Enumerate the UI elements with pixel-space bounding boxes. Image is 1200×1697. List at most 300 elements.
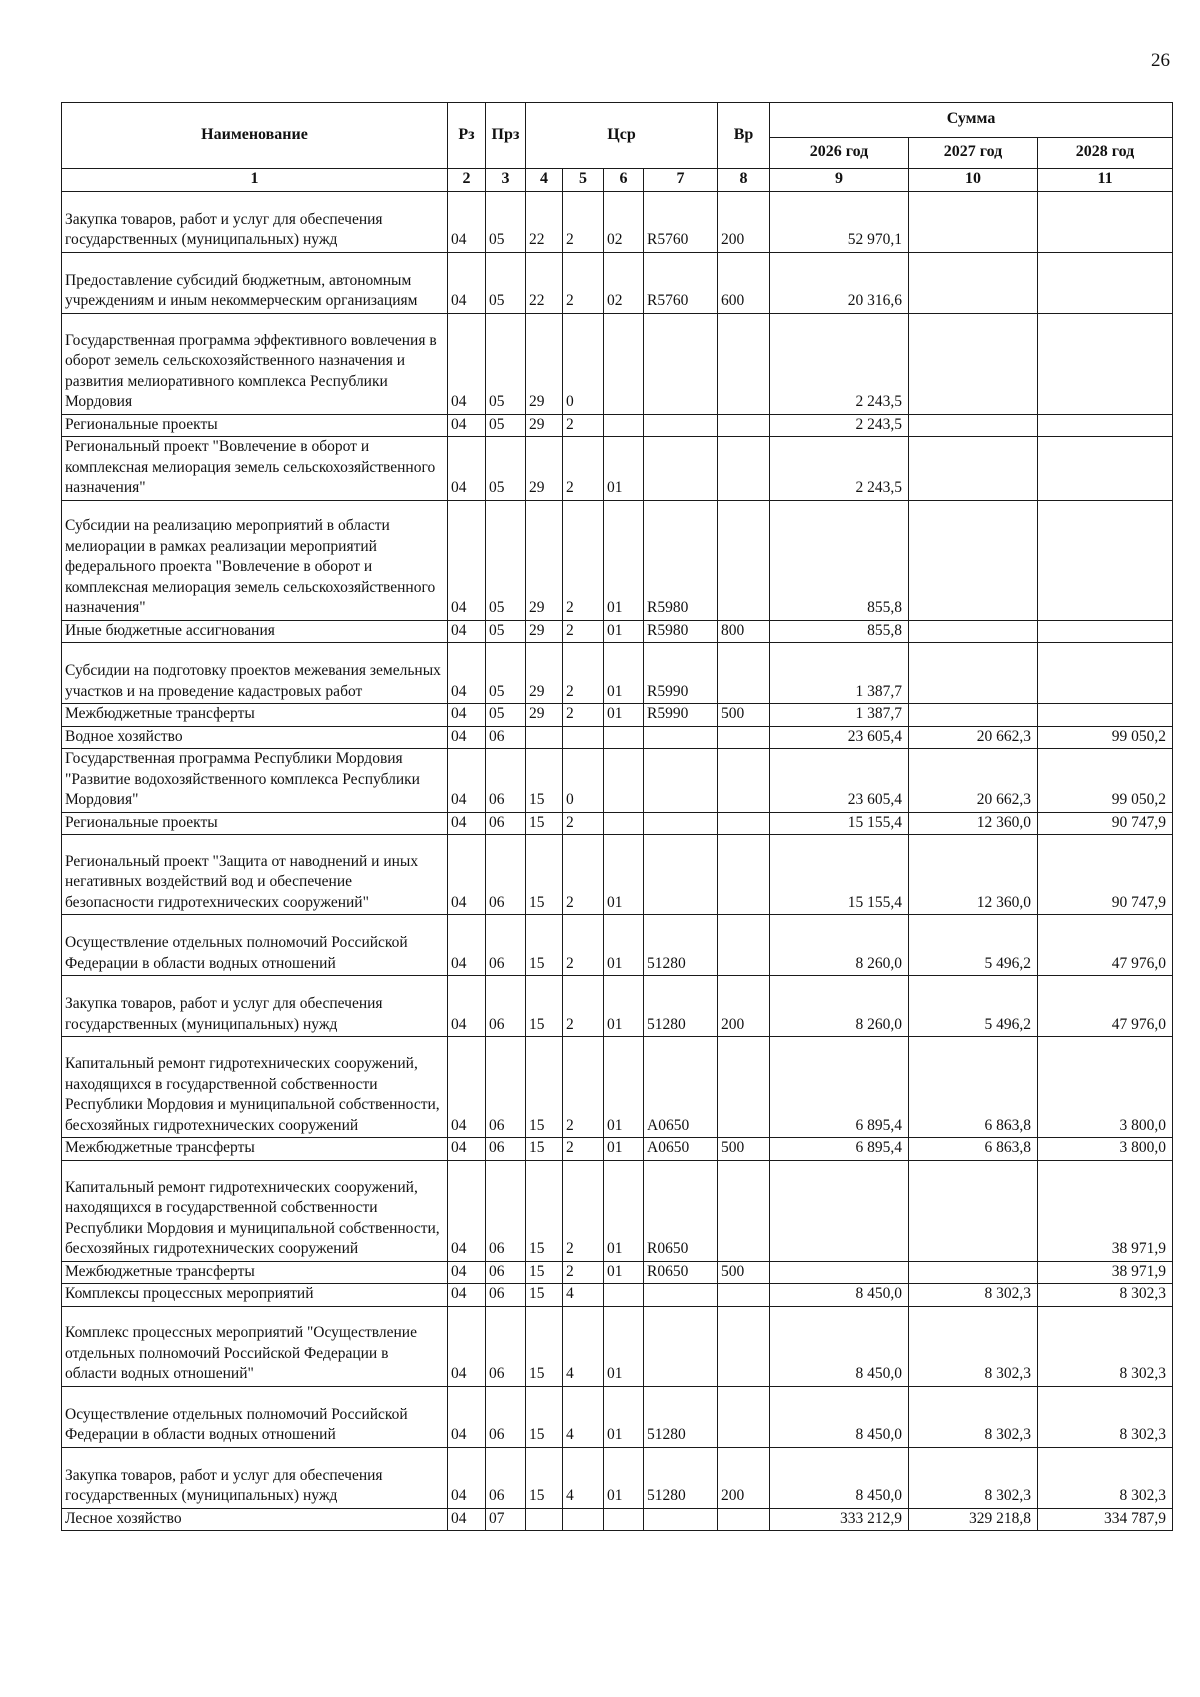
row-csr-direction: А0650 <box>644 1037 718 1138</box>
row-prz: 06 <box>486 835 526 915</box>
table-row <box>62 1138 1173 1161</box>
row-csr-type: 0 <box>563 749 604 813</box>
table-row <box>62 1160 1173 1261</box>
row-amount-2027 <box>909 414 1038 437</box>
row-rz: 04 <box>448 1447 486 1508</box>
row-amount-2027: 8 302,3 <box>909 1447 1038 1508</box>
row-csr-project: 01 <box>604 704 644 727</box>
row-csr-type: 2 <box>563 915 604 976</box>
table-body <box>62 191 1173 1531</box>
row-csr-direction <box>644 313 718 414</box>
row-rz: 04 <box>448 1508 486 1531</box>
row-csr-project: 01 <box>604 1037 644 1138</box>
table-row <box>62 1306 1173 1386</box>
row-amount-2026: 333 212,9 <box>770 1508 909 1531</box>
row-csr-type: 2 <box>563 500 604 620</box>
col-number: 1 <box>62 169 448 192</box>
row-amount-2028: 334 787,9 <box>1038 1508 1173 1531</box>
row-csr-type: 2 <box>563 620 604 643</box>
row-csr-program: 15 <box>526 1284 563 1307</box>
row-amount-2028: 3 800,0 <box>1038 1138 1173 1161</box>
row-vr <box>718 726 770 749</box>
row-amount-2026: 20 316,6 <box>770 252 909 313</box>
row-csr-direction <box>644 437 718 501</box>
row-prz: 06 <box>486 1160 526 1261</box>
row-amount-2026: 855,8 <box>770 500 909 620</box>
row-vr <box>718 437 770 501</box>
row-csr-project: 01 <box>604 1386 644 1447</box>
table-row <box>62 976 1173 1037</box>
row-csr-program: 15 <box>526 1160 563 1261</box>
table-row <box>62 704 1173 727</box>
row-csr-direction: R5980 <box>644 500 718 620</box>
row-rz: 04 <box>448 749 486 813</box>
row-amount-2028 <box>1038 437 1173 501</box>
row-csr-program: 15 <box>526 1386 563 1447</box>
col-number: 4 <box>526 169 563 192</box>
row-csr-type: 4 <box>563 1306 604 1386</box>
row-amount-2028: 90 747,9 <box>1038 812 1173 835</box>
row-csr-project: 01 <box>604 976 644 1037</box>
row-amount-2028: 8 302,3 <box>1038 1386 1173 1447</box>
row-amount-2026: 8 260,0 <box>770 976 909 1037</box>
row-amount-2027: 5 496,2 <box>909 915 1038 976</box>
row-prz: 07 <box>486 1508 526 1531</box>
row-vr <box>718 749 770 813</box>
table-row <box>62 313 1173 414</box>
row-csr-project <box>604 812 644 835</box>
row-vr <box>718 313 770 414</box>
row-csr-project: 01 <box>604 835 644 915</box>
row-name: Государственная программа Республики Мордовия "Развитие водохозяйственного комплекса Республики Мордовия" <box>62 749 448 813</box>
row-csr-type: 2 <box>563 252 604 313</box>
table-row <box>62 500 1173 620</box>
budget-table <box>61 102 1173 1531</box>
row-prz: 06 <box>486 1306 526 1386</box>
row-amount-2027 <box>909 1160 1038 1261</box>
row-amount-2026 <box>770 1160 909 1261</box>
table-row <box>62 1508 1173 1531</box>
row-amount-2028 <box>1038 500 1173 620</box>
page-number: 26 <box>1151 50 1170 71</box>
row-amount-2026: 855,8 <box>770 620 909 643</box>
row-amount-2028: 99 050,2 <box>1038 726 1173 749</box>
row-vr <box>718 643 770 704</box>
row-csr-type: 4 <box>563 1447 604 1508</box>
row-csr-type: 2 <box>563 1160 604 1261</box>
row-csr-program: 29 <box>526 500 563 620</box>
col-number: 7 <box>644 169 718 192</box>
row-name: Региональные проекты <box>62 414 448 437</box>
row-vr <box>718 1160 770 1261</box>
row-name: Комплекс процессных мероприятий "Осуществление отдельных полномочий Российской Федерации в области водных отношений" <box>62 1306 448 1386</box>
row-prz: 05 <box>486 620 526 643</box>
row-csr-type: 2 <box>563 437 604 501</box>
header-sum: Сумма <box>770 103 1173 138</box>
row-name: Лесное хозяйство <box>62 1508 448 1531</box>
row-amount-2026: 15 155,4 <box>770 835 909 915</box>
row-amount-2028: 47 976,0 <box>1038 976 1173 1037</box>
header-csr: Цср <box>526 103 718 169</box>
header-year-2026: 2026 год <box>770 138 909 169</box>
header-name: Наименование <box>62 103 448 169</box>
row-csr-program: 29 <box>526 704 563 727</box>
row-csr-type: 4 <box>563 1386 604 1447</box>
row-csr-type: 0 <box>563 313 604 414</box>
row-prz: 06 <box>486 1138 526 1161</box>
row-csr-project <box>604 726 644 749</box>
header-year-2028: 2028 год <box>1038 138 1173 169</box>
row-vr <box>718 1037 770 1138</box>
row-vr <box>718 835 770 915</box>
row-csr-type: 2 <box>563 835 604 915</box>
row-csr-program: 15 <box>526 915 563 976</box>
table-row <box>62 749 1173 813</box>
row-csr-direction <box>644 1306 718 1386</box>
row-amount-2026: 52 970,1 <box>770 191 909 252</box>
table-row <box>62 191 1173 252</box>
row-rz: 04 <box>448 643 486 704</box>
row-amount-2027: 5 496,2 <box>909 976 1038 1037</box>
row-prz: 05 <box>486 500 526 620</box>
row-vr <box>718 915 770 976</box>
row-csr-program <box>526 1508 563 1531</box>
row-csr-type: 4 <box>563 1284 604 1307</box>
table-row <box>62 1261 1173 1284</box>
col-number: 2 <box>448 169 486 192</box>
row-csr-project <box>604 749 644 813</box>
row-amount-2027: 12 360,0 <box>909 835 1038 915</box>
row-name: Региональный проект "Защита от наводнений и иных негативных воздействий вод и обеспечение безопасности гидротехнических сооружений" <box>62 835 448 915</box>
row-amount-2028: 3 800,0 <box>1038 1037 1173 1138</box>
row-amount-2027: 20 662,3 <box>909 749 1038 813</box>
row-csr-project <box>604 414 644 437</box>
row-name: Капитальный ремонт гидротехнических сооружений, находящихся в государственной собственности Республики Мордовия и муниципальной собственности, бесхозяйных гидротехнических сооружений <box>62 1037 448 1138</box>
row-amount-2028 <box>1038 191 1173 252</box>
row-csr-project <box>604 313 644 414</box>
row-name: Межбюджетные трансферты <box>62 704 448 727</box>
row-rz: 04 <box>448 1284 486 1307</box>
row-csr-direction <box>644 835 718 915</box>
row-amount-2028 <box>1038 313 1173 414</box>
row-amount-2027: 329 218,8 <box>909 1508 1038 1531</box>
row-vr: 200 <box>718 1447 770 1508</box>
col-number: 10 <box>909 169 1038 192</box>
row-csr-direction <box>644 1284 718 1307</box>
table-row <box>62 643 1173 704</box>
row-csr-direction: R5990 <box>644 704 718 727</box>
row-name: Закупка товаров, работ и услуг для обеспечения государственных (муниципальных) нужд <box>62 976 448 1037</box>
row-vr: 600 <box>718 252 770 313</box>
table-row <box>62 252 1173 313</box>
row-amount-2028: 99 050,2 <box>1038 749 1173 813</box>
row-name: Водное хозяйство <box>62 726 448 749</box>
row-amount-2027 <box>909 620 1038 643</box>
row-rz: 04 <box>448 1160 486 1261</box>
row-rz: 04 <box>448 915 486 976</box>
row-csr-project <box>604 1508 644 1531</box>
row-rz: 04 <box>448 252 486 313</box>
row-csr-program <box>526 726 563 749</box>
row-amount-2027 <box>909 643 1038 704</box>
row-amount-2028: 8 302,3 <box>1038 1284 1173 1307</box>
row-prz: 05 <box>486 313 526 414</box>
table-row <box>62 812 1173 835</box>
row-vr <box>718 1306 770 1386</box>
row-csr-direction <box>644 749 718 813</box>
row-csr-direction: R5990 <box>644 643 718 704</box>
row-amount-2026: 23 605,4 <box>770 726 909 749</box>
row-amount-2028 <box>1038 704 1173 727</box>
row-rz: 04 <box>448 1138 486 1161</box>
row-csr-direction: R0650 <box>644 1261 718 1284</box>
row-name: Межбюджетные трансферты <box>62 1261 448 1284</box>
row-csr-program: 15 <box>526 812 563 835</box>
row-amount-2026: 6 895,4 <box>770 1138 909 1161</box>
row-csr-program: 15 <box>526 1261 563 1284</box>
row-amount-2027 <box>909 252 1038 313</box>
row-prz: 06 <box>486 976 526 1037</box>
row-csr-project: 01 <box>604 643 644 704</box>
row-amount-2026: 15 155,4 <box>770 812 909 835</box>
row-csr-direction: R0650 <box>644 1160 718 1261</box>
row-vr: 200 <box>718 191 770 252</box>
row-vr: 500 <box>718 704 770 727</box>
table-row <box>62 835 1173 915</box>
row-amount-2027: 12 360,0 <box>909 812 1038 835</box>
row-rz: 04 <box>448 500 486 620</box>
row-amount-2026: 8 450,0 <box>770 1447 909 1508</box>
row-name: Комплексы процессных мероприятий <box>62 1284 448 1307</box>
row-amount-2026: 23 605,4 <box>770 749 909 813</box>
row-prz: 05 <box>486 414 526 437</box>
row-amount-2026: 1 387,7 <box>770 704 909 727</box>
row-csr-direction: R5760 <box>644 252 718 313</box>
row-rz: 04 <box>448 835 486 915</box>
row-csr-program: 15 <box>526 1138 563 1161</box>
row-csr-direction: 51280 <box>644 976 718 1037</box>
row-name: Субсидии на реализацию мероприятий в области мелиорации в рамках реализации мероприятий федерального проекта "Вовлечение в оборот и комплексная мелиорация земель сельскохозяйственного назначения" <box>62 500 448 620</box>
row-amount-2028 <box>1038 620 1173 643</box>
table-row <box>62 1447 1173 1508</box>
col-number: 11 <box>1038 169 1173 192</box>
row-csr-program: 22 <box>526 252 563 313</box>
row-rz: 04 <box>448 191 486 252</box>
row-amount-2028 <box>1038 252 1173 313</box>
row-vr <box>718 812 770 835</box>
row-csr-type: 2 <box>563 1037 604 1138</box>
row-csr-project: 01 <box>604 437 644 501</box>
row-amount-2028: 8 302,3 <box>1038 1447 1173 1508</box>
row-amount-2027: 6 863,8 <box>909 1037 1038 1138</box>
col-number: 6 <box>604 169 644 192</box>
row-amount-2028 <box>1038 643 1173 704</box>
row-vr: 500 <box>718 1138 770 1161</box>
row-rz: 04 <box>448 1386 486 1447</box>
row-prz: 05 <box>486 191 526 252</box>
row-amount-2027 <box>909 704 1038 727</box>
row-csr-project: 01 <box>604 1447 644 1508</box>
row-csr-project: 01 <box>604 500 644 620</box>
row-csr-project: 01 <box>604 1160 644 1261</box>
row-rz: 04 <box>448 313 486 414</box>
table-row <box>62 915 1173 976</box>
row-amount-2027 <box>909 500 1038 620</box>
row-csr-project: 01 <box>604 1306 644 1386</box>
row-amount-2028: 47 976,0 <box>1038 915 1173 976</box>
col-number: 9 <box>770 169 909 192</box>
row-rz: 04 <box>448 414 486 437</box>
table-row <box>62 620 1173 643</box>
row-csr-project: 01 <box>604 1138 644 1161</box>
row-csr-type: 2 <box>563 1138 604 1161</box>
row-amount-2026: 2 243,5 <box>770 414 909 437</box>
row-prz: 06 <box>486 726 526 749</box>
row-amount-2028: 38 971,9 <box>1038 1261 1173 1284</box>
row-prz: 06 <box>486 1037 526 1138</box>
row-rz: 04 <box>448 1037 486 1138</box>
row-csr-project: 02 <box>604 191 644 252</box>
row-csr-type <box>563 726 604 749</box>
row-rz: 04 <box>448 704 486 727</box>
row-csr-project: 02 <box>604 252 644 313</box>
row-amount-2027: 20 662,3 <box>909 726 1038 749</box>
row-csr-direction <box>644 414 718 437</box>
row-rz: 04 <box>448 437 486 501</box>
row-prz: 06 <box>486 749 526 813</box>
row-csr-direction <box>644 1508 718 1531</box>
row-csr-program: 29 <box>526 620 563 643</box>
row-rz: 04 <box>448 812 486 835</box>
row-name: Межбюджетные трансферты <box>62 1138 448 1161</box>
row-csr-program: 29 <box>526 437 563 501</box>
row-vr <box>718 414 770 437</box>
row-csr-project <box>604 1284 644 1307</box>
row-prz: 06 <box>486 812 526 835</box>
col-number: 3 <box>486 169 526 192</box>
row-name: Закупка товаров, работ и услуг для обеспечения государственных (муниципальных) нужд <box>62 191 448 252</box>
row-csr-direction: 51280 <box>644 1386 718 1447</box>
row-csr-type: 2 <box>563 414 604 437</box>
row-name: Субсидии на подготовку проектов межевания земельных участков и на проведение кадастровых работ <box>62 643 448 704</box>
row-prz: 05 <box>486 437 526 501</box>
table-row <box>62 1386 1173 1447</box>
table-row <box>62 437 1173 501</box>
row-vr: 200 <box>718 976 770 1037</box>
row-amount-2027 <box>909 191 1038 252</box>
row-csr-program: 22 <box>526 191 563 252</box>
row-csr-type: 2 <box>563 812 604 835</box>
row-csr-program: 29 <box>526 313 563 414</box>
row-amount-2026: 6 895,4 <box>770 1037 909 1138</box>
row-amount-2027: 8 302,3 <box>909 1386 1038 1447</box>
row-amount-2027: 6 863,8 <box>909 1138 1038 1161</box>
row-name: Региональные проекты <box>62 812 448 835</box>
row-csr-direction: 51280 <box>644 1447 718 1508</box>
row-csr-type: 2 <box>563 191 604 252</box>
row-amount-2026: 8 450,0 <box>770 1306 909 1386</box>
row-vr <box>718 1386 770 1447</box>
row-amount-2027 <box>909 1261 1038 1284</box>
row-rz: 04 <box>448 726 486 749</box>
row-vr <box>718 500 770 620</box>
table-row <box>62 1037 1173 1138</box>
row-prz: 05 <box>486 643 526 704</box>
row-prz: 06 <box>486 1261 526 1284</box>
row-name: Государственная программа эффективного вовлечения в оборот земель сельскохозяйственного назначения и развития мелиоративного комплекса Республики Мордовия <box>62 313 448 414</box>
row-csr-type: 2 <box>563 643 604 704</box>
row-csr-program: 15 <box>526 1447 563 1508</box>
row-csr-program: 15 <box>526 1306 563 1386</box>
row-csr-direction: R5980 <box>644 620 718 643</box>
row-csr-program: 15 <box>526 976 563 1037</box>
row-csr-program: 15 <box>526 835 563 915</box>
row-prz: 06 <box>486 1447 526 1508</box>
header-year-2027: 2027 год <box>909 138 1038 169</box>
row-name: Осуществление отдельных полномочий Российской Федерации в области водных отношений <box>62 915 448 976</box>
row-csr-program: 15 <box>526 1037 563 1138</box>
row-prz: 05 <box>486 252 526 313</box>
row-vr: 500 <box>718 1261 770 1284</box>
row-vr: 800 <box>718 620 770 643</box>
row-name: Капитальный ремонт гидротехнических сооружений, находящихся в государственной собственности Республики Мордовия и муниципальной собственности, бесхозяйных гидротехнических сооружений <box>62 1160 448 1261</box>
row-csr-direction: 51280 <box>644 915 718 976</box>
row-amount-2027 <box>909 313 1038 414</box>
table-row <box>62 414 1173 437</box>
row-amount-2027: 8 302,3 <box>909 1306 1038 1386</box>
row-name: Региональный проект "Вовлечение в оборот и комплексная мелиорация земель сельскохозяйственного назначения" <box>62 437 448 501</box>
row-amount-2028 <box>1038 414 1173 437</box>
row-amount-2026: 8 450,0 <box>770 1386 909 1447</box>
row-csr-program: 29 <box>526 643 563 704</box>
row-prz: 06 <box>486 1386 526 1447</box>
row-amount-2026: 8 450,0 <box>770 1284 909 1307</box>
row-amount-2026: 2 243,5 <box>770 437 909 501</box>
row-csr-project: 01 <box>604 915 644 976</box>
row-name: Закупка товаров, работ и услуг для обеспечения государственных (муниципальных) нужд <box>62 1447 448 1508</box>
row-csr-type: 2 <box>563 704 604 727</box>
row-name: Предоставление субсидий бюджетным, автономным учреждениям и иным некоммерческим организациям <box>62 252 448 313</box>
row-amount-2026: 2 243,5 <box>770 313 909 414</box>
header-prz: Прз <box>486 103 526 169</box>
row-amount-2028: 90 747,9 <box>1038 835 1173 915</box>
row-amount-2027: 8 302,3 <box>909 1284 1038 1307</box>
row-vr <box>718 1508 770 1531</box>
row-rz: 04 <box>448 976 486 1037</box>
row-csr-direction: R5760 <box>644 191 718 252</box>
row-csr-project: 01 <box>604 620 644 643</box>
row-rz: 04 <box>448 1261 486 1284</box>
header-rz: Рз <box>448 103 486 169</box>
header-vr: Вр <box>718 103 770 169</box>
row-csr-direction: А0650 <box>644 1138 718 1161</box>
row-csr-project: 01 <box>604 1261 644 1284</box>
row-prz: 05 <box>486 704 526 727</box>
row-prz: 06 <box>486 1284 526 1307</box>
row-name: Осуществление отдельных полномочий Российской Федерации в области водных отношений <box>62 1386 448 1447</box>
row-rz: 04 <box>448 1306 486 1386</box>
row-csr-type: 2 <box>563 1261 604 1284</box>
row-csr-program: 15 <box>526 749 563 813</box>
row-amount-2028: 8 302,3 <box>1038 1306 1173 1386</box>
row-rz: 04 <box>448 620 486 643</box>
row-vr <box>718 1284 770 1307</box>
col-number: 5 <box>563 169 604 192</box>
table-row <box>62 1284 1173 1307</box>
row-csr-type <box>563 1508 604 1531</box>
row-amount-2026 <box>770 1261 909 1284</box>
row-amount-2028: 38 971,9 <box>1038 1160 1173 1261</box>
